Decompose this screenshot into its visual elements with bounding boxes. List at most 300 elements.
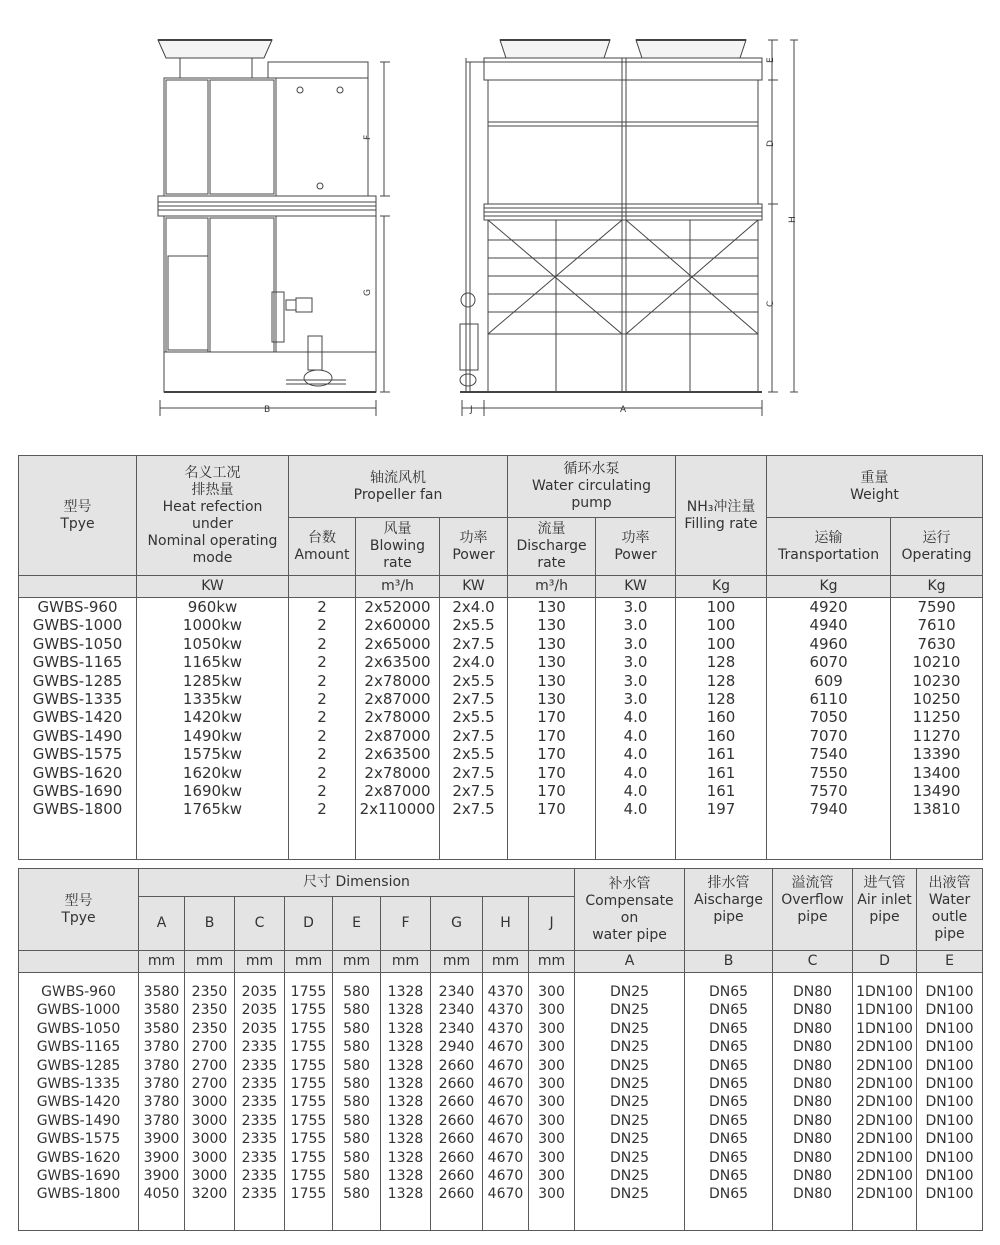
table-cell: 10230: [912, 671, 961, 690]
unit-cell: m³/h: [356, 576, 440, 598]
table-cell: 2x63500: [364, 745, 431, 764]
table-cell: DN25: [609, 1094, 650, 1111]
table-cell: 128: [706, 689, 736, 708]
table-cell: 300: [538, 1094, 565, 1111]
table-cell: 3000: [191, 1094, 228, 1111]
table-cell: 4370: [487, 984, 524, 1000]
table-cell: GWBS-960: [37, 598, 118, 616]
table-cell: 3580: [143, 1002, 180, 1019]
table-cell: GWBS-1575: [32, 745, 123, 764]
table-cell: GWBS-1165: [32, 653, 123, 672]
blowing-column: [356, 598, 440, 860]
table-cell: 1328: [387, 1167, 424, 1184]
table-cell: 4670: [487, 1057, 524, 1074]
table-cell: 11250: [912, 708, 961, 727]
table-cell: DN25: [609, 1131, 650, 1148]
pump-power-column: [596, 598, 676, 860]
nh3-column: [676, 598, 767, 860]
table-cell: 13390: [912, 745, 961, 764]
col-header-compensate-pipe: 补水管 Compensate on water pipe: [575, 869, 685, 951]
dim-label-d: D: [766, 140, 776, 147]
table-cell: GWBS-1285: [36, 1057, 121, 1074]
table-cell: 2660: [438, 1149, 475, 1166]
table-cell: 2DN100: [856, 1112, 913, 1129]
table-cell: 4050: [143, 1186, 180, 1203]
table-cell: DN80: [792, 1075, 833, 1092]
table-cell: GWBS-1490: [36, 1112, 121, 1129]
unit-cell: Kg: [891, 576, 983, 598]
table-cell: 960kw: [187, 598, 238, 616]
table-cell: GWBS-1165: [36, 1039, 121, 1056]
table-cell: 3900: [143, 1131, 180, 1148]
table-cell: DN100: [925, 1149, 974, 1166]
table-cell: 2340: [438, 984, 475, 1000]
table-cell: DN80: [792, 1186, 833, 1203]
unit-cell: mm: [185, 951, 235, 973]
unit-cell: [19, 951, 139, 973]
table-cell: DN80: [792, 1094, 833, 1111]
table-cell: DN100: [925, 1057, 974, 1074]
unit-cell: m³/h: [508, 576, 596, 598]
table-cell: 3580: [143, 1020, 180, 1037]
table-cell: DN25: [609, 1186, 650, 1203]
table-cell: DN65: [708, 1094, 749, 1111]
performance-table: [18, 455, 983, 860]
table-cell: 3000: [191, 1131, 228, 1148]
col-header-operating: 运行 Operating: [891, 518, 983, 576]
table-cell: 160: [706, 708, 736, 727]
table-cell: 2660: [438, 1131, 475, 1148]
table-cell: 2x7.5: [452, 634, 495, 653]
table-cell: 1335kw: [182, 689, 243, 708]
dimension-table: [18, 868, 983, 1231]
table-cell: 300: [538, 1075, 565, 1092]
table-cell: GWBS-1050: [36, 1020, 121, 1037]
dim-label-a: A: [620, 405, 627, 415]
table-cell: GWBS-1285: [32, 671, 123, 690]
dim-label-b: B: [264, 405, 271, 415]
table-cell: 130: [537, 689, 566, 708]
table-cell: 1755: [290, 1149, 327, 1166]
table-cell: 2: [317, 708, 327, 727]
dim-letter: E: [333, 897, 381, 951]
table-cell: GWBS-1335: [32, 689, 123, 708]
table-cell: 300: [538, 1167, 565, 1184]
unit-cell: mm: [483, 951, 529, 973]
col-header-dimension: 尺寸 Dimension: [139, 869, 575, 897]
table-cell: 4670: [487, 1149, 524, 1166]
unit-cell: [19, 576, 137, 598]
table-cell: 4370: [487, 1002, 524, 1019]
engineering-drawings: [0, 0, 1000, 440]
table-cell: 2x110000: [359, 800, 436, 819]
table-cell: 1420kw: [182, 708, 243, 727]
table-cell: 4670: [487, 1039, 524, 1056]
table-cell: 2335: [241, 1131, 278, 1148]
pipe-letter: E: [917, 951, 983, 973]
dim-j-column: [529, 973, 575, 1231]
table-cell: GWBS-1800: [36, 1186, 121, 1203]
col-header-discharge-pipe: 排水管 Aischarge pipe: [685, 869, 773, 951]
table-cell: 1765kw: [182, 800, 243, 819]
dim-letter: C: [235, 897, 285, 951]
table-cell: 3.0: [623, 653, 648, 672]
table-cell: 170: [537, 763, 566, 782]
table-cell: 3000: [191, 1167, 228, 1184]
table-cell: 300: [538, 1002, 565, 1019]
table-cell: 4670: [487, 1131, 524, 1148]
col-header-overflow-pipe: 溢流管 Overflow pipe: [773, 869, 853, 951]
table-cell: 1755: [290, 1112, 327, 1129]
unit-cell: mm: [333, 951, 381, 973]
table-cell: DN25: [609, 1020, 650, 1037]
table-cell: DN65: [708, 1075, 749, 1092]
table-cell: 1690kw: [182, 781, 243, 800]
table-cell: 300: [538, 1186, 565, 1203]
unit-cell: Kg: [676, 576, 767, 598]
col-header-model: 型号 Tpye: [19, 456, 137, 576]
col-header-amount: 台数 Amount: [289, 518, 356, 576]
table-cell: 580: [343, 984, 370, 1000]
table-cell: DN25: [609, 1075, 650, 1092]
table-cell: 3780: [143, 1112, 180, 1129]
table-cell: DN100: [925, 1039, 974, 1056]
table-cell: 2x4.0: [452, 653, 495, 672]
table-cell: 2: [317, 781, 327, 800]
side-view-drawing: [158, 40, 390, 416]
table-cell: 7070: [809, 726, 848, 745]
table-cell: 3780: [143, 1039, 180, 1056]
table-cell: 580: [343, 1002, 370, 1019]
table-cell: GWBS-1000: [32, 616, 123, 635]
table-cell: DN65: [708, 1020, 749, 1037]
table-cell: 2335: [241, 1167, 278, 1184]
table-cell: 2DN100: [856, 1075, 913, 1092]
table-cell: 130: [537, 671, 566, 690]
table-cell: 3780: [143, 1057, 180, 1074]
table-cell: 3.0: [623, 616, 648, 635]
table-cell: 1285kw: [182, 671, 243, 690]
table-cell: 13810: [912, 800, 961, 819]
table-cell: 130: [537, 634, 566, 653]
table-cell: 580: [343, 1057, 370, 1074]
table-cell: 580: [343, 1167, 370, 1184]
table-cell: 1328: [387, 1002, 424, 1019]
dim-letter: J: [529, 897, 575, 951]
table-cell: 2: [317, 726, 327, 745]
table-cell: 1328: [387, 1075, 424, 1092]
table-cell: 3900: [143, 1149, 180, 1166]
table-cell: GWBS-1800: [32, 800, 123, 819]
table-cell: 300: [538, 1039, 565, 1056]
table-cell: 3.0: [623, 634, 648, 653]
table-cell: 2660: [438, 1112, 475, 1129]
table-cell: 2660: [438, 1075, 475, 1092]
table-cell: 2335: [241, 1112, 278, 1129]
table-cell: 1755: [290, 984, 327, 1000]
unit-cell: mm: [235, 951, 285, 973]
unit-cell: mm: [139, 951, 185, 973]
table-cell: 170: [537, 781, 566, 800]
heat-column: [137, 598, 289, 860]
col-header-fan-power: 功率 Power: [440, 518, 508, 576]
table-cell: DN100: [925, 1167, 974, 1184]
dim-e-column: [333, 973, 381, 1231]
table-cell: 1755: [290, 1039, 327, 1056]
table-cell: 4670: [487, 1167, 524, 1184]
table-cell: 2DN100: [856, 1167, 913, 1184]
table-cell: 10210: [912, 653, 961, 672]
table-cell: DN100: [925, 1112, 974, 1129]
table-cell: DN25: [609, 1057, 650, 1074]
table-cell: 160: [706, 726, 736, 745]
table-cell: GWBS-1575: [36, 1131, 121, 1148]
table-cell: 2x7.5: [452, 726, 495, 745]
table-cell: 1490kw: [182, 726, 243, 745]
table-cell: 2660: [438, 1186, 475, 1203]
transport-column: [767, 598, 891, 860]
table-cell: 7570: [809, 781, 848, 800]
table-cell: 13490: [912, 781, 961, 800]
col-header-water-outlet-pipe: 出液管 Water outle pipe: [917, 869, 983, 951]
table-cell: DN80: [792, 1002, 833, 1019]
table-cell: 1328: [387, 1112, 424, 1129]
table-cell: DN65: [708, 1149, 749, 1166]
table-cell: 170: [537, 708, 566, 727]
table-cell: 300: [538, 1020, 565, 1037]
dim-h-column: [483, 973, 529, 1231]
table-cell: 2340: [438, 1020, 475, 1037]
table-cell: 2x87000: [364, 781, 431, 800]
table-cell: GWBS-960: [41, 984, 116, 1000]
table-cell: 2x78000: [364, 763, 431, 782]
table-cell: 300: [538, 1057, 565, 1074]
table-cell: 2x4.0: [452, 598, 495, 616]
table-cell: 2x7.5: [452, 689, 495, 708]
operating-column: [891, 598, 983, 860]
table-cell: 2340: [438, 1002, 475, 1019]
table-cell: 1DN100: [856, 1002, 913, 1019]
table-cell: 1328: [387, 1057, 424, 1074]
dim-c-column: [235, 973, 285, 1231]
table-cell: 1328: [387, 984, 424, 1000]
dim-a-column: [139, 973, 185, 1231]
table-cell: 7540: [809, 745, 848, 764]
table-cell: 100: [706, 634, 736, 653]
table-cell: GWBS-1335: [36, 1075, 121, 1092]
table-cell: 1755: [290, 1167, 327, 1184]
table-cell: DN80: [792, 1057, 833, 1074]
table-cell: 2x5.5: [452, 745, 495, 764]
table-cell: 128: [706, 653, 736, 672]
table-cell: 2DN100: [856, 1131, 913, 1148]
table-cell: 4370: [487, 1020, 524, 1037]
pipe-letter: A: [575, 951, 685, 973]
table-cell: DN65: [708, 1167, 749, 1184]
pipe-d-column: [853, 973, 917, 1231]
table-cell: 3.0: [623, 598, 648, 616]
table-cell: 580: [343, 1186, 370, 1203]
table-cell: 2: [317, 745, 327, 764]
table-cell: 161: [706, 745, 736, 764]
col-header-transport: 运输 Transportation: [767, 518, 891, 576]
table-cell: DN100: [925, 1075, 974, 1092]
table-cell: 2940: [438, 1039, 475, 1056]
unit-cell: KW: [596, 576, 676, 598]
table-cell: DN65: [708, 1039, 749, 1056]
table-cell: 2x52000: [364, 598, 431, 616]
dim-letter: D: [285, 897, 333, 951]
table-cell: 1328: [387, 1039, 424, 1056]
table-cell: 1755: [290, 1094, 327, 1111]
table-cell: DN80: [792, 1167, 833, 1184]
table-cell: 2x63500: [364, 653, 431, 672]
table-cell: 580: [343, 1039, 370, 1056]
table-cell: 10250: [912, 689, 961, 708]
pipe-e-column: [917, 973, 983, 1231]
fan-power-column: [440, 598, 508, 860]
unit-cell: mm: [381, 951, 431, 973]
table-cell: 609: [814, 671, 843, 690]
table-cell: 2: [317, 671, 327, 690]
table-cell: 2DN100: [856, 1094, 913, 1111]
table-cell: DN80: [792, 1131, 833, 1148]
table-cell: DN100: [925, 1131, 974, 1148]
col-header-fan: 轴流风机 Propeller fan: [289, 456, 508, 518]
table-cell: 7940: [809, 800, 848, 819]
table-cell: GWBS-1620: [32, 763, 123, 782]
table-cell: 580: [343, 1094, 370, 1111]
table-cell: 2: [317, 616, 327, 635]
table-cell: DN80: [792, 1039, 833, 1056]
table-cell: 2x7.5: [452, 781, 495, 800]
table-cell: 2700: [191, 1075, 228, 1092]
table-cell: 2: [317, 653, 327, 672]
table-cell: DN25: [609, 1112, 650, 1129]
table-cell: 11270: [912, 726, 961, 745]
table-cell: 3580: [143, 984, 180, 1000]
dim-label-j: J: [470, 405, 473, 415]
table-cell: DN25: [609, 1149, 650, 1166]
table-cell: 4960: [809, 634, 848, 653]
table-cell: 7610: [917, 616, 956, 635]
unit-cell: mm: [529, 951, 575, 973]
table-cell: 1165kw: [182, 653, 243, 672]
table-cell: GWBS-1690: [32, 781, 123, 800]
table-cell: 3.0: [623, 671, 648, 690]
col-header-model: 型号 Tpye: [19, 869, 139, 951]
dim-letter: F: [381, 897, 431, 951]
table-cell: 2035: [241, 1020, 278, 1037]
table-cell: 2660: [438, 1094, 475, 1111]
table-cell: 2DN100: [856, 1149, 913, 1166]
table-cell: 130: [537, 653, 566, 672]
pipe-b-column: [685, 973, 773, 1231]
table-cell: 3900: [143, 1167, 180, 1184]
table-cell: DN80: [792, 1020, 833, 1037]
dim-g-column: [431, 973, 483, 1231]
table-cell: 1575kw: [182, 745, 243, 764]
table-cell: 2335: [241, 1149, 278, 1166]
table-cell: DN65: [708, 1131, 749, 1148]
table-cell: 2335: [241, 1094, 278, 1111]
table-cell: 1755: [290, 1075, 327, 1092]
dim-d-column: [285, 973, 333, 1231]
unit-cell: mm: [285, 951, 333, 973]
table-cell: 7050: [809, 708, 848, 727]
table-cell: 2335: [241, 1075, 278, 1092]
dim-label-c: C: [766, 300, 776, 307]
table-cell: 2: [317, 763, 327, 782]
table-cell: 1328: [387, 1149, 424, 1166]
table-cell: 2: [317, 634, 327, 653]
table-cell: DN80: [792, 984, 833, 1000]
amount-column: [289, 598, 356, 860]
col-header-nh3: NH₃冲注量 Filling rate: [676, 456, 767, 576]
table-cell: 580: [343, 1149, 370, 1166]
col-header-discharge: 流量 Discharge rate: [508, 518, 596, 576]
table-cell: DN25: [609, 1167, 650, 1184]
table-cell: DN100: [925, 1094, 974, 1111]
table-cell: 2335: [241, 1186, 278, 1203]
table-cell: DN65: [708, 1002, 749, 1019]
col-header-weight: 重量 Weight: [767, 456, 983, 518]
col-header-air-inlet-pipe: 进气管 Air inlet pipe: [853, 869, 917, 951]
table-cell: 2x7.5: [452, 800, 495, 819]
table-cell: 2x65000: [364, 634, 431, 653]
table-cell: 2700: [191, 1039, 228, 1056]
pipe-letter: C: [773, 951, 853, 973]
table-cell: 1DN100: [856, 984, 913, 1000]
pipe-letter: D: [853, 951, 917, 973]
table-cell: 6110: [809, 689, 848, 708]
table-cell: 2350: [191, 1002, 228, 1019]
table-cell: 6070: [809, 653, 848, 672]
table-cell: DN65: [708, 1057, 749, 1074]
table-cell: 300: [538, 984, 565, 1000]
table-cell: 161: [706, 781, 736, 800]
table-cell: GWBS-1620: [36, 1149, 121, 1166]
table-cell: 4.0: [623, 763, 648, 782]
table-cell: 580: [343, 1112, 370, 1129]
table-cell: 7590: [917, 598, 956, 616]
table-cell: 580: [343, 1075, 370, 1092]
model-column: [19, 598, 137, 860]
table-cell: 2DN100: [856, 1186, 913, 1203]
table-cell: 1050kw: [182, 634, 243, 653]
table-cell: 2035: [241, 984, 278, 1000]
table-cell: 2x5.5: [452, 708, 495, 727]
dim-letter: A: [139, 897, 185, 951]
dim-letter: H: [483, 897, 529, 951]
table-cell: 4670: [487, 1112, 524, 1129]
table-cell: 2700: [191, 1057, 228, 1074]
table-cell: 170: [537, 800, 566, 819]
pipe-letter: B: [685, 951, 773, 973]
col-header-pump: 循环水泵 Water circulating pump: [508, 456, 676, 518]
table-cell: DN65: [708, 1112, 749, 1129]
table-cell: 2x78000: [364, 671, 431, 690]
table-cell: DN100: [925, 1002, 974, 1019]
table-cell: GWBS-1050: [32, 634, 123, 653]
table-cell: 2660: [438, 1167, 475, 1184]
table-cell: 170: [537, 726, 566, 745]
table-cell: 2335: [241, 1057, 278, 1074]
table-cell: 170: [537, 745, 566, 764]
table-cell: 1755: [290, 1186, 327, 1203]
table-cell: 2x5.5: [452, 671, 495, 690]
table-cell: 300: [538, 1131, 565, 1148]
